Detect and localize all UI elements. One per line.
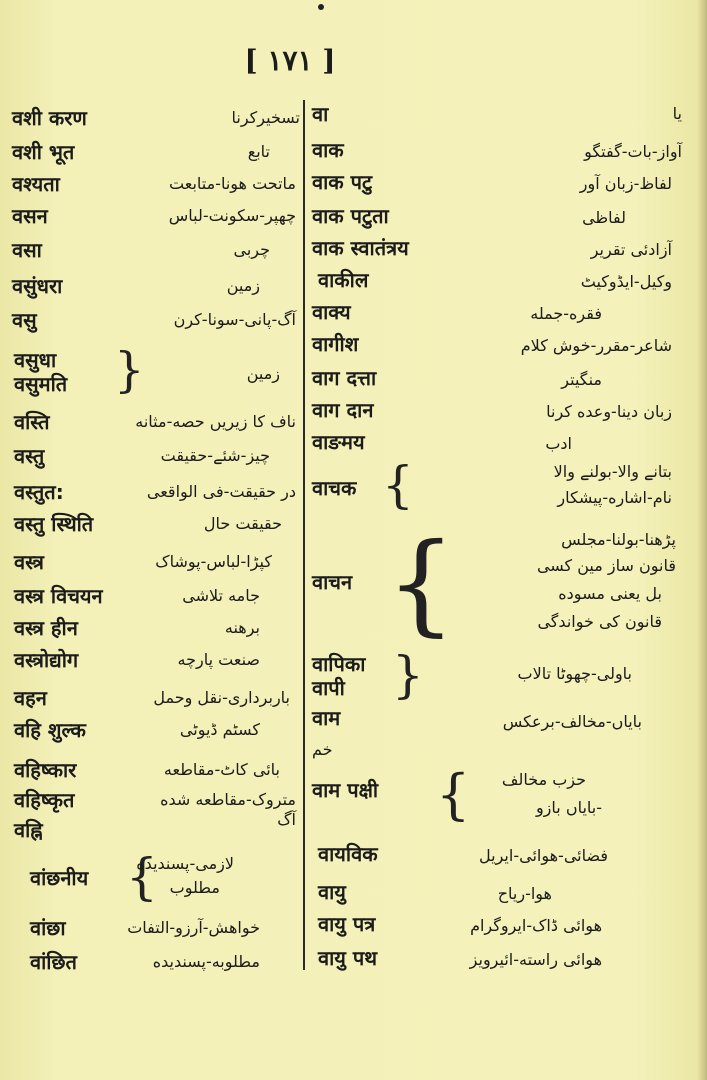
meaning: هوائی ڈاک-ایروگرام — [470, 916, 602, 935]
headword: वाग दान — [312, 398, 374, 422]
dictionary-entry — [312, 298, 682, 328]
headword: वस्त्रोद्योग — [14, 648, 79, 672]
headword: वसा — [12, 238, 42, 262]
meaning: آزادئی تقریر — [590, 240, 672, 259]
dictionary-entry — [0, 548, 300, 578]
headword: वहन — [14, 686, 47, 710]
headword: वसुंधरा — [12, 274, 63, 298]
headword: वसु — [12, 308, 37, 332]
meaning: لفاظی — [582, 208, 626, 227]
headword: वागीश — [312, 332, 359, 356]
meaning: بل یعنی مسوده — [558, 584, 662, 603]
dictionary-entry — [312, 646, 682, 706]
meaning: ناف کا زیریں حصه-مثانه — [135, 412, 296, 431]
headword: वस्त्र विचयन — [14, 584, 103, 608]
brace: { — [126, 848, 158, 906]
dictionary-entry — [312, 168, 682, 198]
headword: वह्नि — [14, 818, 43, 842]
meaning: چربی — [233, 240, 270, 259]
meaning: متروک-مقاطعه شده — [160, 790, 296, 809]
dictionary-entry — [0, 442, 300, 472]
headword: वस्तु स्थिति — [14, 512, 94, 536]
meaning: قانون ساز مین کسی — [536, 556, 676, 575]
dictionary-entry — [0, 342, 300, 402]
meaning: خواهش-آرزو-التفات — [127, 918, 260, 937]
meaning: آگ — [277, 810, 296, 829]
headword: वसन — [12, 204, 48, 228]
headword: वहिष्कार — [14, 758, 77, 782]
dictionary-entry — [0, 716, 300, 746]
page-number: [ ۱۷۱ ] — [244, 44, 336, 77]
dictionary-entry — [0, 756, 300, 786]
meaning: برهنه — [224, 618, 260, 637]
dictionary-entry — [0, 510, 300, 540]
dictionary-entry — [312, 330, 682, 360]
headword: वाग दत्ता — [312, 366, 377, 390]
headword: वस्त्र — [14, 550, 44, 574]
meaning: مطلوبه-پسندیده — [152, 952, 260, 971]
meaning: تابع — [247, 142, 270, 161]
brace: } — [392, 646, 424, 704]
headword: वाक पटु — [312, 170, 373, 194]
dictionary-entry — [0, 684, 300, 714]
headword: वश्यता — [12, 172, 60, 196]
meaning: ادب — [545, 434, 572, 453]
meaning: چیز-شئے-حقیقت — [160, 446, 270, 465]
dictionary-entry — [312, 136, 682, 166]
dictionary-entry — [312, 734, 682, 764]
dictionary-entry — [0, 614, 300, 644]
meaning: در حقیقت-فی الواقعی — [146, 482, 296, 501]
headword: वायु पथ — [318, 946, 378, 970]
dictionary-entry — [0, 138, 300, 168]
headword: वांछित — [30, 950, 77, 974]
meaning: هوا-ریاح — [497, 884, 552, 903]
headword: वसुधा — [14, 348, 57, 372]
meaning: منگیتر — [561, 370, 602, 389]
meaning: وکیل-ایڈوکیٹ — [580, 272, 672, 291]
meaning: چهپر-سکونت-لباس — [168, 206, 296, 225]
meaning: زبان دینا-وعده کرنا — [546, 402, 672, 421]
headword: वायु — [318, 880, 346, 904]
dictionary-entry — [0, 170, 300, 200]
ink-dot — [318, 4, 324, 10]
dictionary-entry — [0, 478, 300, 508]
meaning: زمین — [226, 276, 260, 295]
meaning: قانون کی خواندگی — [537, 612, 662, 631]
headword: वाक पटुता — [312, 204, 389, 228]
brace: { — [382, 456, 414, 514]
headword: वा — [312, 102, 329, 126]
meaning: بایاں-مخالف-برعکس — [502, 712, 642, 731]
dictionary-entry — [0, 104, 300, 134]
dictionary-entry — [312, 266, 682, 296]
meaning: زمین — [246, 364, 280, 383]
column-divider — [303, 100, 305, 970]
headword: वायविक — [318, 842, 378, 866]
brace: } — [114, 342, 145, 398]
dictionary-entry — [312, 396, 682, 426]
brace: { — [386, 519, 456, 647]
dictionary-entry — [0, 848, 300, 908]
headword: वाक्य — [312, 300, 351, 324]
headword: वहिष्कृत — [14, 788, 75, 812]
dictionary-entry — [0, 408, 300, 438]
headword: वाङमय — [312, 430, 365, 454]
meaning: -بایاں بازو — [535, 798, 602, 817]
headword: वसुमति — [14, 372, 68, 396]
page-edge-shadow — [697, 0, 707, 1080]
meaning: نام-اشاره-پیشکار — [557, 488, 672, 507]
meaning: کسٹم ڈیوٹی — [179, 720, 260, 739]
headword: वाचक — [312, 476, 357, 500]
dictionary-entry — [312, 840, 682, 870]
dictionary-entry — [312, 704, 682, 734]
headword: वापिका — [312, 652, 366, 676]
meaning: لازمی-پسندیده — [136, 854, 234, 873]
dictionary-entry — [312, 519, 682, 647]
headword: वाम — [312, 706, 341, 730]
headword: वाक — [312, 138, 344, 162]
meaning: ماتحت هونا-متابعت — [169, 174, 296, 193]
dictionary-entry — [0, 646, 300, 676]
meaning: پڑهنا-بولنا-مجلس — [561, 530, 676, 549]
meaning: آواز-بات-گفتگو — [584, 142, 682, 161]
meaning: کپڑا-لباس-پوشاک — [155, 552, 272, 571]
meaning: صنعت پارچه — [177, 650, 260, 669]
dictionary-entry — [0, 236, 300, 266]
dictionary-entry — [312, 100, 682, 130]
meaning: لفاظ-زبان آور — [579, 174, 672, 193]
headword: वहि शुल्क — [14, 718, 86, 742]
meaning: جامه تلاشی — [182, 586, 260, 605]
dictionary-entry — [0, 914, 300, 944]
headword: वांछनीय — [30, 866, 89, 890]
headword: वायु पत्र — [318, 912, 376, 936]
headword: वाचन — [312, 570, 353, 594]
dictionary-entry — [0, 582, 300, 612]
dictionary-entry — [312, 456, 682, 516]
meaning: هوائی راسته-ائیرویز — [469, 950, 602, 969]
headword: वांछा — [30, 916, 66, 940]
headword: वाकील — [318, 268, 369, 292]
meaning: بائی کاٹ-مقاطعه — [163, 760, 280, 779]
headword: वाम पक्षी — [312, 778, 379, 802]
meaning: فقره-جمله — [530, 304, 602, 323]
meaning: فضائی-هوائی-ایریل — [479, 846, 608, 865]
meaning: باربرداری-نقل وحمل — [153, 688, 290, 707]
dictionary-entry — [312, 944, 682, 974]
brace: { — [436, 763, 471, 826]
dictionary-entry — [312, 910, 682, 940]
dictionary-entry — [0, 948, 300, 978]
dictionary-entry — [0, 202, 300, 232]
meaning: مطلوب — [169, 878, 220, 897]
meaning: تسخیرکرنا — [231, 108, 300, 127]
headword: वापी — [312, 676, 345, 700]
meaning: باولی-چهوٹا تالاب — [517, 664, 632, 683]
meaning: خم — [312, 740, 333, 759]
headword: वस्त्र हीन — [14, 616, 78, 640]
dictionary-entry — [312, 234, 682, 264]
meaning: شاعر-مقرر-خوش کلام — [520, 336, 672, 355]
meaning: حقیقت حال — [203, 514, 282, 533]
dictionary-entry — [312, 364, 682, 394]
headword: वस्ति — [14, 410, 50, 434]
headword: वशी भूत — [12, 140, 75, 164]
dictionary-entry — [0, 306, 300, 336]
meaning: آگ-پانی-سونا-کرن — [173, 310, 296, 329]
headword: वाक स्वातंत्रय — [312, 236, 409, 260]
headword: वस्तुत: — [14, 480, 64, 504]
dictionary-entry — [312, 202, 682, 232]
dictionary-entry — [312, 878, 682, 908]
dictionary-entry — [0, 272, 300, 302]
headword: वशी करण — [12, 106, 87, 130]
headword: वस्तु — [14, 444, 45, 468]
dictionary-entry — [0, 810, 300, 846]
meaning: یا — [672, 104, 682, 123]
dictionary-entry — [312, 428, 682, 458]
meaning: حزب مخالف — [501, 770, 586, 789]
meaning: بتانے والا-بولنے والا — [553, 462, 672, 481]
dictionary-entry — [312, 763, 682, 828]
